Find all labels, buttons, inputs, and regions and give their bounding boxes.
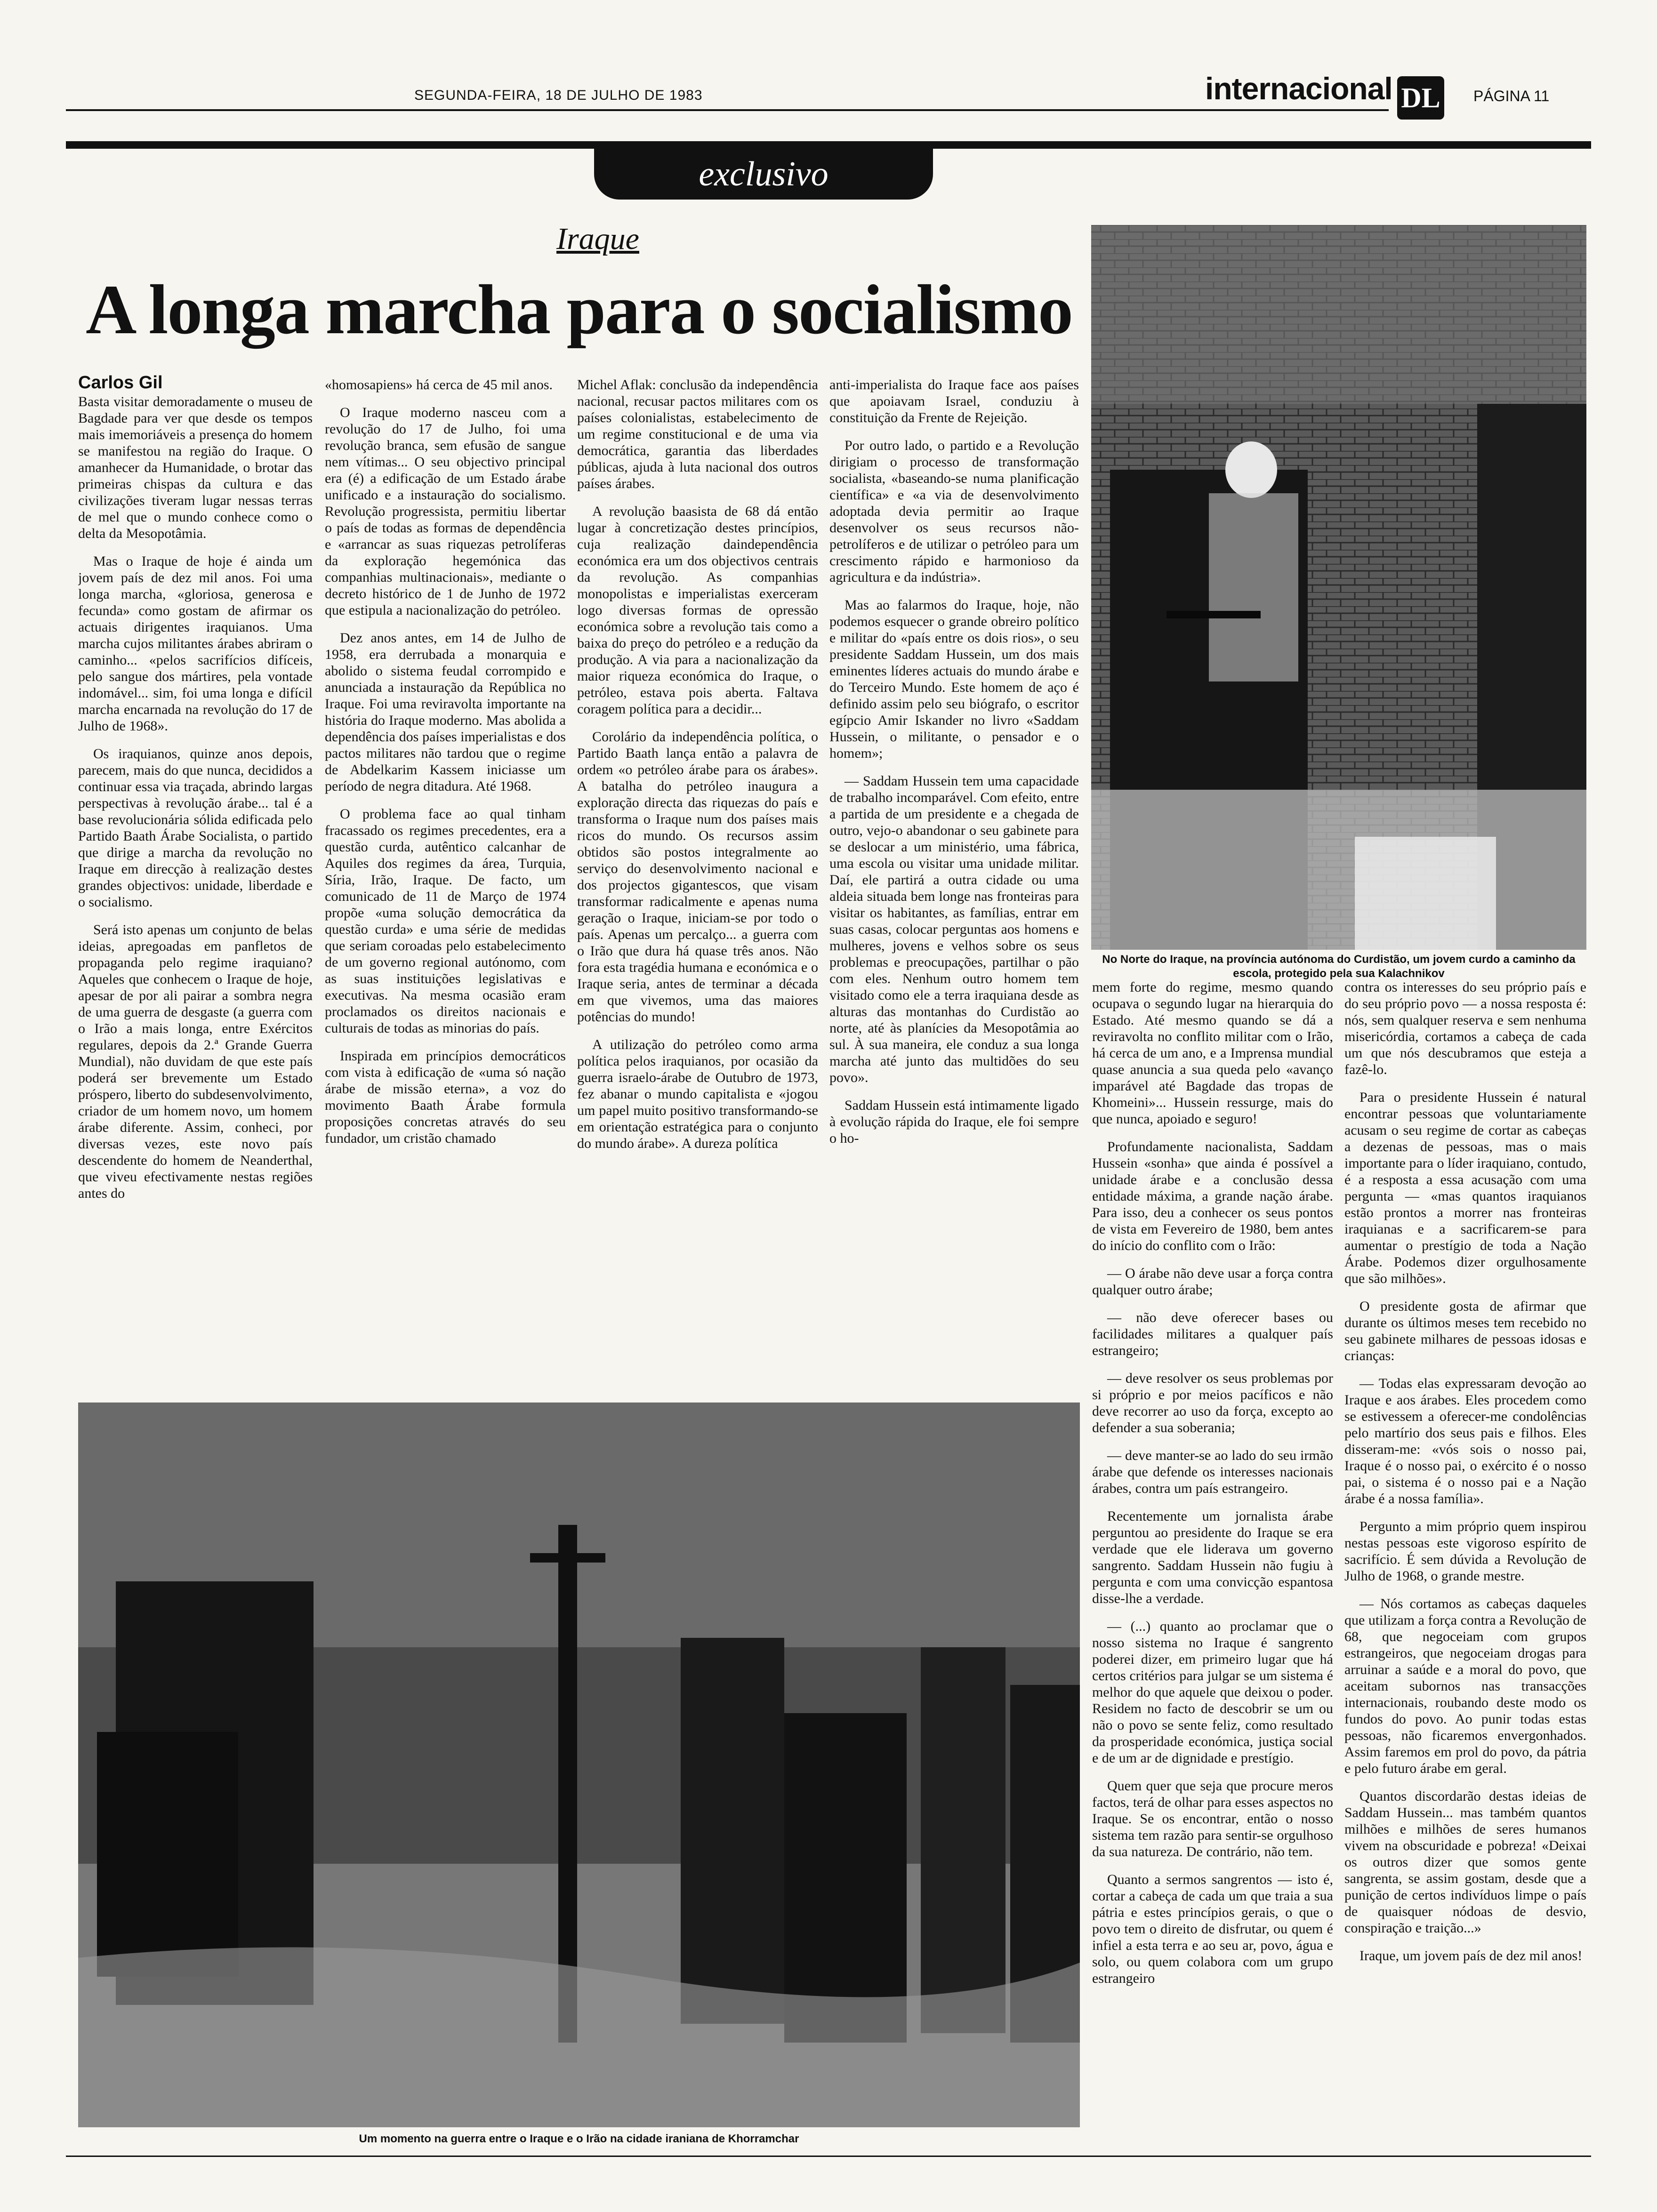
article-column-6-text: [1344, 979, 1586, 1964]
banner-bar: [66, 141, 1591, 149]
header-rule: [66, 109, 1389, 111]
article-column-5: [1092, 979, 1333, 2170]
article-headline: A longa marcha para o socialismo: [86, 271, 1072, 349]
top-photo-caption: No Norte do Iraque, na província autónoma do Curdistão, um jovem curdo a caminho da escola, protegido pela sua Kalachnikov: [1102, 953, 1576, 980]
section-name: internacional: [1205, 71, 1392, 106]
khorramshahr-war-photo: [78, 1403, 1080, 2127]
article-paragraph: Quanto a sermos sangrentos — isto é, cortar a cabeça de cada um que traia a sua pátria e estes princípios gerais, o que o povo tem o direito de disfrutar, ou quem é infiel a esta terra e ao seu ar, povo, água e solo, ou quem colabora com um grupo estrangeiro: [1092, 1872, 1333, 1986]
article-paragraph: contra os interesses do seu próprio país e do seu próprio povo — a nossa resposta é: nós, sem qualquer reserva e sem nenhuma misericórdia, cortamos a cabeça de cada um que nós descubramos que esteja a fazê-lo.: [1344, 979, 1586, 1077]
article-kicker: Iraque: [556, 222, 639, 256]
article-column-1: [78, 393, 313, 1391]
article-paragraph: «homosapiens» há cerca de 45 mil anos.: [325, 377, 553, 393]
exclusive-banner: exclusivo: [594, 149, 933, 200]
footer-rule: [66, 2156, 1591, 2157]
khorramshahr-war-photo-art: [78, 1403, 1080, 2127]
article-byline: Carlos Gil: [78, 373, 163, 393]
article-paragraph: Quem quer que seja que procure meros factos, terá de olhar para esses aspectos no Iraque. Se os encontrar, então o nosso sistema tem razão para sentir-se orgulhoso da sua natureza. De contrário, não tem.: [1092, 1778, 1333, 1859]
article-paragraph: — Saddam Hussein tem uma capacidade de trabalho incomparável. Com efeito, entre a partida de um presidente e a chegada de outro, vejo-o abandonar o seu gabinete para se deslocar a um ministério, uma fábrica, uma escola ou visitar uma unidade militar. Daí, ele partirá a outra cidade ou uma aldeia situada bem longe nas fronteiras para visitar os habitantes, as famílias, entrar em suas casas, colocar perguntas aos homens e mulheres, jovens e velhos sobre os seus problemas e preocupações, partilhar o pão com eles. Nenhum outro homem tem visitado como ele a terra iraquiana desde as alturas das montanhas do Curdistão ao norte, até às planícies da Mesopotâmia ao sul. À sua maneira, ele conduz a sua longa marcha até junto das multidões do seu povo».: [829, 773, 1079, 1085]
article-column-4-text: [829, 377, 1079, 1146]
article-paragraph: A utilização do petróleo como arma política pelos iraquianos, por ocasião da guerra israelo-árabe de Outubro de 1973, fez abanar o mundo capitalista e «jogou um papel muito positivo transformando-se em orientação estratégica para o conjunto do mundo árabe». A dureza política: [577, 1037, 818, 1151]
article-column-1-text: [78, 393, 313, 1202]
article-paragraph: — O árabe não deve usar a força contra qualquer outro árabe;: [1092, 1266, 1333, 1298]
article-column-3: [577, 377, 818, 1388]
article-paragraph: Michel Aflak: conclusão da independência nacional, recusar pactos militares com os países colonialistas, estabelecimento de um regime constitucional e de uma via democrática, garantia das liberdades públicas, ajuda à luta nacional dos outros países árabes.: [577, 377, 818, 491]
article-paragraph: mem forte do regime, mesmo quando ocupava o segundo lugar na hierarquia do Estado. Até mesmo quando se dá a reviravolta no conflito militar com o Irão, há cerca de um ano, e a Imprensa mundial quase anuncia a sua queda pelo «avanço imparável até Bagdade das tropas de Khomeini»... Hussein ressurge, mais do que nunca, apoiado e seguro!: [1092, 979, 1333, 1127]
article-paragraph: anti-imperialista do Iraque face aos países que apoiavam Israel, conduziu à constituição da Frente de Rejeição.: [829, 377, 1079, 425]
article-paragraph: Dez anos antes, em 14 de Julho de 1958, era derrubada a monarquia e abolido o sistema feudal corrompido e anunciada a instauração da República no Iraque. Foi uma reviravolta importante na história do Iraque moderno. Mas abolida a dependência dos países imperialistas e dos pactos militares não tardou que o regime de Abdelkarim Kassem iniciasse um período de negra ditadura. Até 1968.: [325, 630, 566, 794]
article-column-2-text: [325, 377, 566, 1146]
article-paragraph: Profundamente nacionalista, Saddam Hussein «sonha» que ainda é possível a unidade árabe e a conclusão dessa entidade máxima, a grande nação árabe. Para isso, deu a conhecer os seus pontos de vista em Fevereiro de 1980, bem antes do início do conflito com o Irão:: [1092, 1139, 1333, 1253]
article-paragraph: — deve resolver os seus problemas por si próprio e por meios pacíficos e não deve recorrer ao uso da força, excepto ao defender a sua soberania;: [1092, 1370, 1333, 1435]
article-paragraph: — deve manter-se ao lado do seu irmão árabe que defende os interesses nacionais árabes, contra um país estrangeiro.: [1092, 1448, 1333, 1496]
newspaper-logo-icon: DL: [1397, 76, 1444, 120]
article-column-6: [1344, 979, 1586, 2170]
article-paragraph: Mas o Iraque de hoje é ainda um jovem país de dez mil anos. Foi uma longa marcha, «gloriosa, generosa e fecunda» como gostam de afirmar os actuais dirigentes iraquianos. Uma marcha cujos militantes árabes abriram o caminho... «pelos sacrifícios difíceis, pelo sangue dos mártires, pela vontade indomável... sim, foi uma longa e difícil marcha encarnada na revolução do 17 de Julho de 1968».: [78, 553, 313, 734]
article-paragraph: Recentemente um jornalista árabe perguntou ao presidente do Iraque se era verdade que ele liderava um governo sangrento. Saddam Hussein não fugiu à pergunta e com uma convicção espantosa disse-lhe a verdade.: [1092, 1508, 1333, 1606]
article-paragraph: — Todas elas expressaram devoção ao Iraque e aos árabes. Eles procedem como se estivessem a oferecer-me condolências pelo martírio dos seus pais e filhos. Eles disseram-me: «vós sois o nosso pai, Iraque é o nosso pai, o exército é o nosso pai, o sistema é o nosso pai e a Nação árabe é a nossa família».: [1344, 1376, 1586, 1507]
article-column-5-text: [1092, 979, 1333, 1987]
article-paragraph: Saddam Hussein está intimamente ligado à evolução rápida do Iraque, ele foi sempre o ho-: [829, 1098, 1079, 1146]
article-paragraph: Corolário da independência política, o Partido Baath lança então a palavra de ordem «o petróleo árabe para os árabes». A batalha do petróleo inaugura a exploração directa das riquezas do país e transforma o Iraque num dos países mais ricos do mundo. Os recursos assim obtidos são postos integralmente ao serviço do desenvolvimento nacional e dos projectos gigantescos, que visam transformar radicalmente e apenas numa geração o Iraque, iniciam-se por todo o país. Apenas um percalço... a guerra com o Irão que dura há quase três anos. Não fora esta tragédia humana e económica e o Iraque seria, antes de terminar a década em que vivemos, uma das maiores potências do mundo!: [577, 729, 818, 1025]
page-number: PÁGINA 11: [1473, 88, 1550, 104]
article-paragraph: Os iraquianos, quinze anos depois, parecem, mais do que nunca, decididos a continuar essa via traçada, abrindo largas perspectivas à revolução árabe... tal é a base revolucionária sólida edificada pelo Partido Baath Árabe Socialista, o partido que dirige a marcha da revolução no Iraque em direcção à realização destes grandes objectivos: unidade, liberdade e o socialismo.: [78, 746, 313, 910]
article-paragraph: — (...) quanto ao proclamar que o nosso sistema no Iraque é sangrento poderei dizer, em primeiro lugar que há certos critérios para julgar se um sistema é melhor do que aquele que deixou o poder. Residem no facto de descobrir se um ou não o povo se sente feliz, como resultado da prosperidade económica, justiça social e de um ar de dignidade e prestígio.: [1092, 1619, 1333, 1766]
issue-date: SEGUNDA-FEIRA, 18 DE JULHO DE 1983: [414, 88, 703, 103]
article-paragraph: Por outro lado, o partido e a Revolução dirigiam o processo de transformação socialista, «baseando-se numa planificação científica» e «a via de desenvolvimento adoptada devia permitir ao Iraque desenvolver os seus recursos não-petrolíferos e de utilizar o petróleo para um crescimento rápido e harmonioso da agricultura e da indústria».: [829, 438, 1079, 585]
article-paragraph: — Nós cortamos as cabeças daqueles que utilizam a força contra a Revolução de 68, que negoceiam com grupos estrangeiros, que negoceiam drogas para arruinar a saúde e a moral do povo, que aceitam subornos nas transacções internacionais, roubando deste modo os fundos do povo. Ao punir todas estas pessoas, não ficaremos envergonhados. Assim faremos em prol do povo, da pátria e pelo futuro árabe em geral.: [1344, 1596, 1586, 1776]
article-paragraph: O presidente gosta de afirmar que durante os últimos meses tem recebido no seu gabinete milhares de pessoas idosas e crianças:: [1344, 1298, 1586, 1363]
article-paragraph: O Iraque moderno nasceu com a revolução do 17 de Julho, foi uma revolução branca, sem efusão de sangue nem vítimas... O seu objectivo principal era (é) a edificação de um Estado árabe unificado e a instauração do socialismo. Revolução progressista, permitiu libertar o país de todas as formas de dependência e «arrancar as suas riquezas petrolíferas da exploração hegemónica das companhias multinacionais», mediante o decreto histórico de 1 de Junho de 1972 que estipula a nacionalização do petróleo.: [325, 405, 566, 618]
article-paragraph: Será isto apenas um conjunto de belas ideias, apregoadas em panfletos de propaganda pelo regime iraquiano? Aqueles que conhecem o Iraque de hoje, apesar de por ali pairar a sombra negra de uma guerra de desgaste (a guerra com o Irão a mais longa, entre Exércitos regulares, depois da 2.ª Grande Guerra Mundial), não duvidam de que este país poderá ser brevemente um Estado próspero, liberto do subdesenvolvimento, criador de um homem novo, um homem árabe diferente. Assim, conheci, por diversas vezes, este novo país descendente do homem de Neanderthal, que viveu efectivamente nestas regiões antes do: [78, 922, 313, 1201]
article-paragraph: O problema face ao qual tinham fracassado os regimes precedentes, era a questão curda, autêntico calcanhar de Aquiles dos regimes da área, Turquia, Síria, Irão, Iraque. De facto, um comunicado de 11 de Março de 1974 propõe «uma solução democrática da questão curda» e uma série de medidas que seriam coroadas pelo estabelecimento de um governo regional autónomo, com as suas instituições legislativas e executivas. Na mesma ocasião eram proclamados os direitos nacionais e culturais de todas as minorias do país.: [325, 806, 566, 1036]
article-paragraph: Quantos discordarão destas ideias de Saddam Hussein... mas também quantos milhões e milhões de seres humanos vivem na obscuridade e pobreza! «Deixai os outros dizer que somos gente sangrenta, se assim gostam, desde que a punição de certos indivíduos limpe o país de quaisquer nódoas de desvio, conspiração e traição...»: [1344, 1788, 1586, 1936]
kurdish-youth-photo-art: [1091, 225, 1586, 950]
article-column-4: [829, 377, 1079, 1388]
bottom-photo-caption: Um momento na guerra entre o Iraque e o Irão na cidade iraniana de Khorramchar: [359, 2132, 799, 2145]
article-paragraph: Inspirada em princípios democráticos com vista à edificação de «uma só nação árabe de missão eterna», a voz do movimento Baath Árabe formula proposições concretas através do seu fundador, um cristão chamado: [325, 1048, 566, 1146]
article-paragraph: — não deve oferecer bases ou facilidades militares a qualquer país estrangeiro;: [1092, 1310, 1333, 1358]
article-paragraph: Pergunto a mim próprio quem inspirou nestas pessoas este vigoroso espírito de sacrifício. É sem dúvida a Revolução de Julho de 1968, o grande mestre.: [1344, 1519, 1586, 1584]
article-paragraph: Mas ao falarmos do Iraque, hoje, não podemos esquecer o grande obreiro político e militar do «país entre os dois rios», o seu presidente Saddam Hussein, um dos mais eminentes líderes actuais do mundo árabe e do Terceiro Mundo. Este homem de aço é definido assim pelo seu biógrafo, o escritor egípcio Amir Iskander no livro «Saddam Hussein, o militante, o pensador e o homem»;: [829, 597, 1079, 761]
article-paragraph: Iraque, um jovem país de dez mil anos!: [1359, 1948, 1583, 1964]
article-column-2: [325, 377, 566, 1388]
article-paragraph: Para o presidente Hussein é natural encontrar pessoas que voluntariamente acusam o seu regime de cortar as cabeças a dezenas de pessoas, mas o mais importante para o líder iraquiano, contudo, é a resposta a essa acusação com uma pergunta — «mas quantos iraquianos estão prontos a morrer nas fronteiras iraquianas e a sacrificarem-se para aumentar o prestígio de toda a Nação Árabe. Podemos dizer orgulhosamente que são milhões».: [1344, 1090, 1586, 1286]
article-paragraph: A revolução baasista de 68 dá então lugar à concretização destes princípios, cuja realização daindependência económica era um dos objectivos centrais da revolução. As companhias monopolistas e imperialistas exerceram logo diversas formas de opressão económica sobre a revolução tais como a baixa do preço do petróleo e a redução da produção. A via para a nacionalização da maior riqueza económica do Iraque, o petróleo, estava pois aberta. Faltava coragem política para a decidir...: [577, 504, 818, 717]
kurdish-youth-photo: [1091, 225, 1586, 950]
article-column-3-text: [577, 377, 818, 1152]
article-paragraph: Basta visitar demoradamente o museu de Bagdade para ver que desde os tempos mais imemoriáveis a presença do homem se manifestou na região do Iraque. O amanhecer da Humanidade, o brotar das primeiras chispas da cultura e das civilizações tiveram lugar nessas terras de mel que o mundo conhece como o delta da Mesopotâmia.: [78, 394, 313, 541]
